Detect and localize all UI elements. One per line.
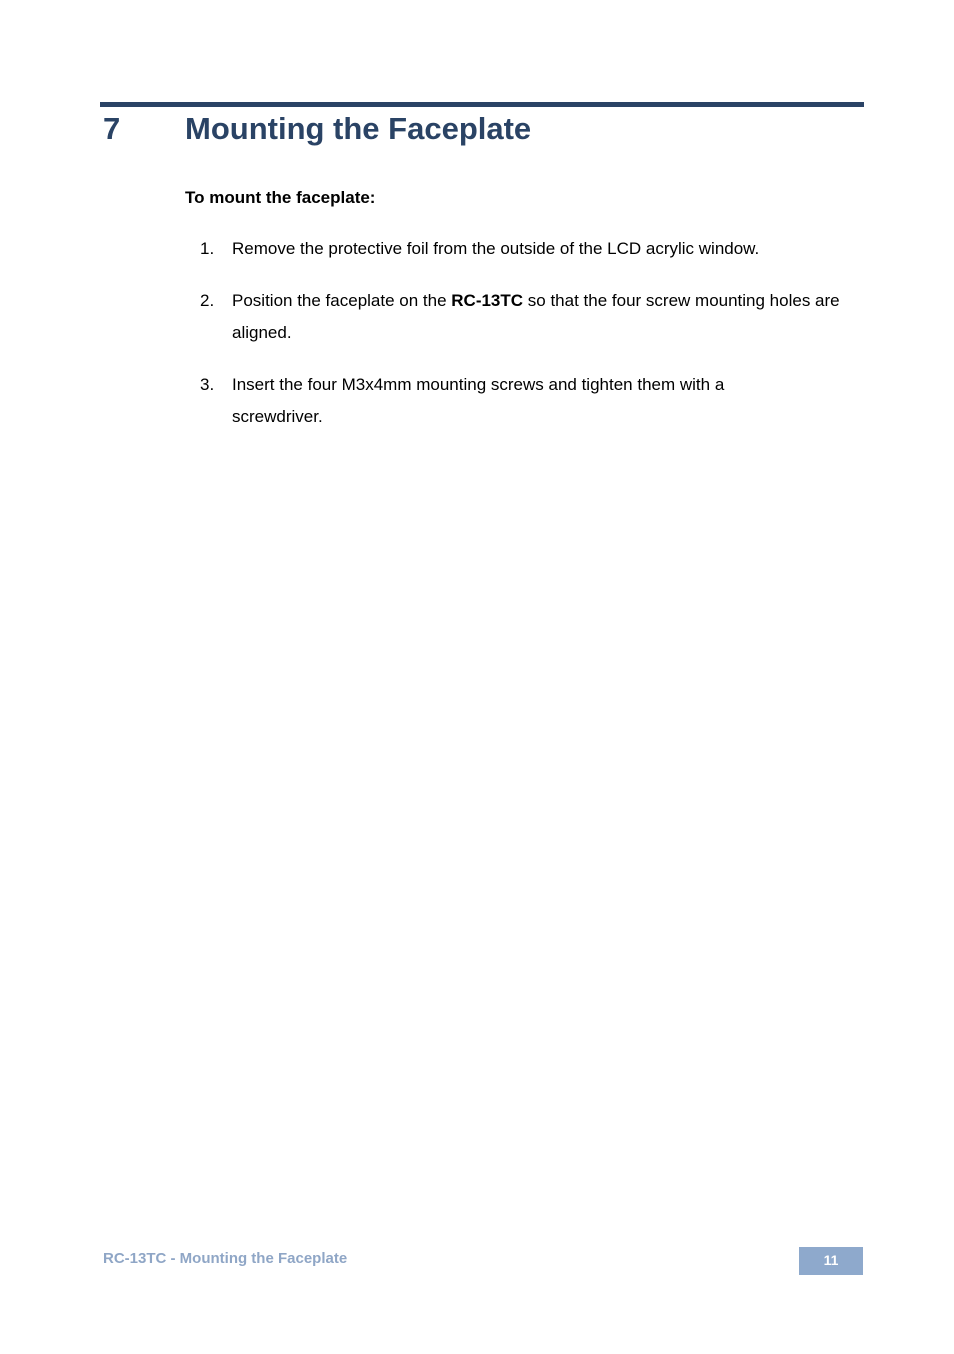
step-text: Insert the four M3x4mm mounting screws and tighten them with a screwdriver. <box>232 375 725 426</box>
step-number: 1. <box>200 239 215 258</box>
step-number: 3. <box>200 375 215 394</box>
step-text: Remove the protective foil from the outside of the LCD acrylic window. <box>232 239 760 258</box>
chapter-heading <box>103 110 863 150</box>
chapter-number: 7 <box>103 111 121 146</box>
chapter-top-rule <box>100 102 864 107</box>
product-name: RC-13TC <box>451 291 524 310</box>
step-number: 2. <box>200 291 215 310</box>
step-text <box>232 285 862 349</box>
footer-document-title: RC-13TC - Mounting the Faceplate <box>103 1250 348 1267</box>
step-text-after-product: so that the four screw mounting holes are aligned. <box>232 291 840 342</box>
step-text-before-product: Position the faceplate on the <box>232 291 452 310</box>
chapter-title: Mounting the Faceplate <box>185 111 532 146</box>
page-number-badge: 11 <box>799 1247 863 1275</box>
procedure-title: To mount the faceplate: <box>185 188 376 207</box>
